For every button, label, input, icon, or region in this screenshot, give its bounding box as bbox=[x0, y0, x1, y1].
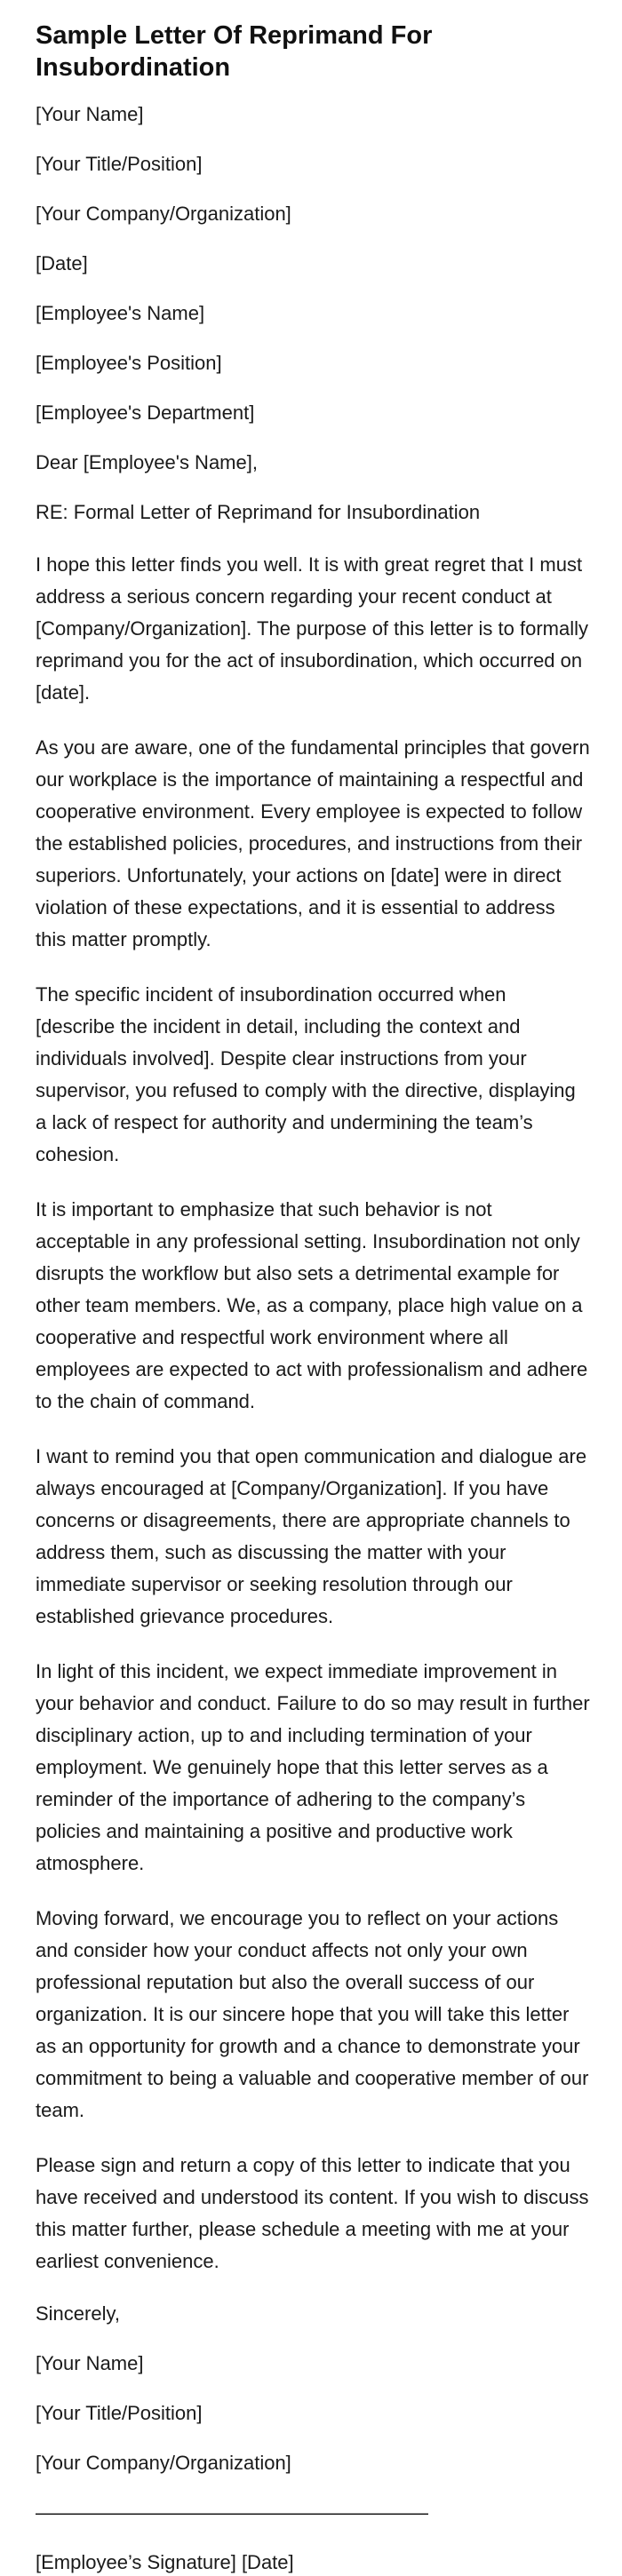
signature-line: —————————————————————— bbox=[36, 2501, 427, 2524]
sender-company: [Your Company/Organization] bbox=[36, 203, 291, 225]
body-paragraph-4: It is important to emphasize that such behavior is not acceptable in any professional setting. Insubordination not only disrupts the workflow but also sets a detrimental example for other team members. We, as a company, place high value on a cooperative and respectful work environment where all employees are expected to act with professionalism and adhere to the chain of command. bbox=[36, 1198, 588, 1412]
body-paragraph-8: Please sign and return a copy of this letter to indicate that you have received and understood its content. If you wish to discuss this matter further, please schedule a meeting with me at your earliest convenience. bbox=[36, 2154, 589, 2272]
sender-name: [Your Name] bbox=[36, 103, 144, 125]
subject-line: RE: Formal Letter of Reprimand for Insubordination bbox=[36, 501, 481, 523]
body-paragraph-6: In light of this incident, we expect immediate improvement in your behavior and conduct. Failure to do so may result in further disciplinary action, up to and including termination of your employment. We genuinely hope that this letter serves as a reminder of the importance of adhering to the company’s policies and maintaining a positive and productive work atmosphere. bbox=[36, 1660, 590, 1874]
salutation: Dear [Employee's Name], bbox=[36, 451, 258, 473]
valediction: Sincerely, bbox=[36, 2302, 120, 2325]
body-paragraph-5: I want to remind you that open communication and dialogue are always encouraged at [Company/Organization]. If you have concerns or disagreements, there are appropriate channels to address them, such as discussing the matter with your immediate supervisor or seeking resolution through our established grievance procedures. bbox=[36, 1445, 587, 1627]
closing-name: [Your Name] bbox=[36, 2352, 144, 2374]
recipient-department: [Employee's Department] bbox=[36, 402, 255, 424]
letter-date: [Date] bbox=[36, 252, 88, 274]
document-title: Sample Letter Of Reprimand For Insubordination bbox=[36, 21, 433, 82]
body-paragraph-1: I hope this letter finds you well. It is with great regret that I must address a serious concern regarding your recent conduct at [Company/Organization]. The purpose of this letter is to formally reprimand you for the act of insubordination, which occurred on [date]. bbox=[36, 553, 588, 704]
body-paragraph-3: The specific incident of insubordination occurred when [describe the incident in detail, including the context and individuals involved]. Despite clear instructions from your supervisor, you refused to comply with the directive, displaying a lack of respect for authority and undermining the team’s cohesion. bbox=[36, 983, 576, 1165]
body-paragraph-7: Moving forward, we encourage you to reflect on your actions and consider how your conduct affects not only your own professional reputation but also the overall success of our organization. It is our sincere hope that you will take this letter as an opportunity for growth and a chance to demonstrate your commitment to being a valuable and cooperative member of our team. bbox=[36, 1907, 589, 2121]
closing-title: [Your Title/Position] bbox=[36, 2402, 203, 2424]
closing-company: [Your Company/Organization] bbox=[36, 2452, 291, 2474]
recipient-position: [Employee's Position] bbox=[36, 352, 222, 374]
signature-caption: [Employee’s Signature] [Date] bbox=[36, 2551, 294, 2573]
sender-title: [Your Title/Position] bbox=[36, 153, 203, 175]
body-paragraph-2: As you are aware, one of the fundamental principles that govern our workplace is the importance of maintaining a respectful and cooperative environment. Every employee is expected to follow the established policies, procedures, and instructions from their superiors. Unfortunately, your actions on [date] were in direct violation of these expectations, and it is essential to address this matter promptly. bbox=[36, 736, 590, 950]
recipient-name: [Employee's Name] bbox=[36, 302, 205, 324]
